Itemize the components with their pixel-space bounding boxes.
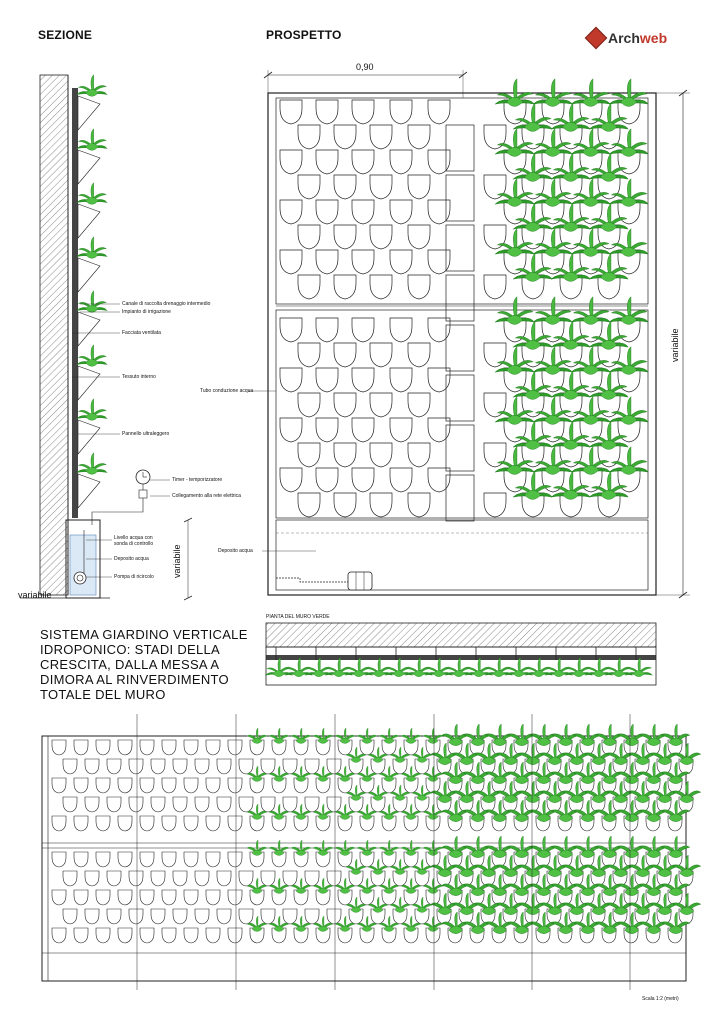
drain-column-segment bbox=[446, 125, 474, 171]
stage-pot bbox=[195, 797, 209, 812]
stage-pot bbox=[140, 852, 154, 867]
elevation-pot bbox=[298, 125, 320, 149]
plan-panel bbox=[266, 655, 656, 660]
stage-pot bbox=[195, 871, 209, 886]
elevation-header: PROSPETTO bbox=[266, 28, 342, 42]
stage-pot bbox=[305, 759, 319, 774]
stage-pot bbox=[85, 909, 99, 924]
elevation-pot bbox=[370, 443, 392, 467]
elevation-pot bbox=[334, 175, 356, 199]
label-canale: Canale di raccolta drenaggio intermedio bbox=[122, 301, 211, 307]
stage-pot bbox=[118, 928, 132, 943]
stage-pot bbox=[206, 740, 220, 755]
elevation-pot bbox=[298, 275, 320, 299]
elevation-pot bbox=[370, 225, 392, 249]
elevation-pot bbox=[316, 200, 338, 224]
stage-pot bbox=[63, 871, 77, 886]
stage-pot bbox=[195, 759, 209, 774]
stage-pot bbox=[184, 740, 198, 755]
elevation-pot bbox=[298, 343, 320, 367]
stage-pot bbox=[52, 852, 66, 867]
stage-pot bbox=[118, 816, 132, 831]
section-plant bbox=[77, 75, 108, 97]
elevation-pot bbox=[408, 225, 430, 249]
stage-pot bbox=[96, 816, 110, 831]
section-pocket bbox=[78, 150, 100, 184]
scale-label: Scala 1:2 (metri) bbox=[642, 996, 679, 1002]
elevation-pot bbox=[352, 318, 374, 342]
stage-pot bbox=[140, 778, 154, 793]
stage-pot bbox=[151, 871, 165, 886]
stage-pot bbox=[206, 928, 220, 943]
label-tessuto: Tessuto interno bbox=[122, 374, 156, 380]
elevation-plant bbox=[495, 297, 534, 325]
elevation-pot bbox=[390, 468, 412, 492]
section-plant bbox=[77, 291, 108, 313]
stage-pot bbox=[52, 928, 66, 943]
elevation-pot bbox=[484, 275, 506, 299]
stage-pot bbox=[162, 778, 176, 793]
stage-pot bbox=[217, 759, 231, 774]
section-plant bbox=[77, 129, 108, 151]
stage-pot bbox=[52, 778, 66, 793]
elevation-pot bbox=[316, 368, 338, 392]
stage-pot bbox=[162, 740, 176, 755]
elevation-pot bbox=[390, 318, 412, 342]
label-timer: Timer - temporizzatore bbox=[172, 477, 223, 483]
elevation-pot bbox=[352, 150, 374, 174]
elevation-pot bbox=[316, 418, 338, 442]
elevation-pot bbox=[428, 368, 450, 392]
stage-pot bbox=[305, 909, 319, 924]
section-plant bbox=[77, 453, 108, 475]
stage-pot bbox=[63, 909, 77, 924]
stage-pot bbox=[217, 871, 231, 886]
elevation-pot bbox=[316, 100, 338, 124]
dim-width-label: 0,90 bbox=[356, 62, 374, 72]
section-pocket bbox=[78, 366, 100, 400]
stage-pot bbox=[129, 871, 143, 886]
stage-pot bbox=[96, 740, 110, 755]
stage-pot bbox=[184, 816, 198, 831]
stage-pot bbox=[52, 890, 66, 905]
section-pocket bbox=[78, 420, 100, 454]
elevation-pot bbox=[280, 200, 302, 224]
elevation-pot bbox=[334, 493, 356, 517]
elevation-pot bbox=[408, 343, 430, 367]
elevation-pot bbox=[280, 100, 302, 124]
elevation-pot bbox=[352, 368, 374, 392]
stage-pot bbox=[129, 797, 143, 812]
stage-pot bbox=[140, 740, 154, 755]
stage-pot bbox=[327, 797, 341, 812]
elevation-pot bbox=[334, 225, 356, 249]
section-panel bbox=[72, 88, 78, 518]
stage-pot bbox=[151, 797, 165, 812]
elevation-pot bbox=[408, 493, 430, 517]
label-pompa: Pompa di ricircolo bbox=[114, 574, 154, 580]
elevation-pot bbox=[298, 443, 320, 467]
stage-pot bbox=[140, 816, 154, 831]
elevation-plant bbox=[571, 297, 610, 325]
section-plant bbox=[77, 183, 108, 205]
stage-pot bbox=[162, 928, 176, 943]
stage-pot bbox=[107, 797, 121, 812]
stage-pot bbox=[63, 797, 77, 812]
plug-icon bbox=[139, 490, 147, 498]
drain-column-segment bbox=[446, 425, 474, 471]
section-header: SEZIONE bbox=[38, 28, 93, 42]
elevation-pot bbox=[280, 318, 302, 342]
stage-pot bbox=[96, 778, 110, 793]
elevation-pot bbox=[370, 175, 392, 199]
elevation-pump bbox=[348, 572, 372, 590]
elevation-plant bbox=[609, 297, 648, 325]
stage-pot bbox=[74, 778, 88, 793]
elevation-pot bbox=[316, 318, 338, 342]
stage-pot bbox=[261, 797, 275, 812]
section-pocket bbox=[78, 96, 100, 130]
section-pocket bbox=[78, 474, 100, 508]
elevation-pot bbox=[334, 343, 356, 367]
section-plant bbox=[77, 237, 108, 259]
dim-base-variable: variabile bbox=[18, 590, 52, 600]
elevation-pot bbox=[428, 150, 450, 174]
drain-column-segment bbox=[446, 175, 474, 221]
stage-pot bbox=[140, 890, 154, 905]
stage-pot bbox=[85, 759, 99, 774]
section-pocket bbox=[78, 312, 100, 346]
stage-pot bbox=[261, 759, 275, 774]
section-plant bbox=[77, 345, 108, 367]
elevation-pot bbox=[390, 250, 412, 274]
stage-pot bbox=[228, 778, 242, 793]
stage-pot bbox=[283, 871, 297, 886]
stage-pot bbox=[118, 890, 132, 905]
stage-pot bbox=[173, 909, 187, 924]
elevation-pot bbox=[390, 418, 412, 442]
stage-pot bbox=[327, 759, 341, 774]
stage-pot bbox=[283, 909, 297, 924]
label-deposito-prospetto: Deposito acqua bbox=[218, 548, 253, 554]
elevation-pot bbox=[298, 175, 320, 199]
label-collegamento: Collegamento alla rete elettrica bbox=[172, 493, 241, 499]
stage-pot bbox=[129, 759, 143, 774]
elevation-pot bbox=[408, 125, 430, 149]
section-plant bbox=[77, 399, 108, 421]
elevation-pot bbox=[334, 275, 356, 299]
section-pump bbox=[74, 572, 86, 584]
stage-pot bbox=[52, 740, 66, 755]
elevation-pot bbox=[390, 100, 412, 124]
dim-tank-variable: variabile bbox=[172, 544, 182, 578]
stage-pot bbox=[74, 740, 88, 755]
stage-pot bbox=[85, 871, 99, 886]
stage-pot bbox=[217, 797, 231, 812]
stage-pot bbox=[206, 890, 220, 905]
elevation-drawing bbox=[248, 70, 690, 598]
elevation-pot bbox=[316, 468, 338, 492]
elevation-pot bbox=[352, 200, 374, 224]
elevation-pot bbox=[428, 200, 450, 224]
drain-column-segment bbox=[446, 475, 474, 521]
stage-pot bbox=[85, 797, 99, 812]
stage-pot bbox=[305, 871, 319, 886]
drain-column-segment bbox=[446, 225, 474, 271]
stage-pot bbox=[261, 909, 275, 924]
stage-pot bbox=[173, 759, 187, 774]
stage-pot bbox=[107, 759, 121, 774]
elevation-pot bbox=[316, 150, 338, 174]
elevation-pot bbox=[334, 443, 356, 467]
label-irrigazione: Impianto di irrigazione bbox=[122, 309, 171, 315]
stage-pot bbox=[228, 890, 242, 905]
stage-pot bbox=[118, 852, 132, 867]
dim-height-label: variabile bbox=[670, 328, 680, 362]
stage-pot bbox=[118, 740, 132, 755]
elevation-pot bbox=[280, 368, 302, 392]
stage-pot bbox=[162, 852, 176, 867]
elevation-pot bbox=[484, 493, 506, 517]
drain-column-segment bbox=[446, 375, 474, 421]
stage-pot bbox=[305, 797, 319, 812]
elevation-pot bbox=[428, 418, 450, 442]
stage-pot bbox=[283, 759, 297, 774]
stage-pot bbox=[206, 816, 220, 831]
stage-pot bbox=[228, 740, 242, 755]
plan-drawing bbox=[265, 623, 656, 685]
label-deposito-sezione: Deposito acqua bbox=[114, 556, 149, 562]
section-pocket bbox=[78, 258, 100, 292]
elevation-pot bbox=[298, 393, 320, 417]
stage-pot bbox=[151, 759, 165, 774]
section-water bbox=[70, 535, 96, 595]
stage-pot bbox=[239, 871, 253, 886]
stage-pot bbox=[184, 928, 198, 943]
plan-title: PIANTA DEL MURO VERDE bbox=[266, 614, 330, 620]
elevation-pot bbox=[280, 150, 302, 174]
elevation-pot bbox=[390, 200, 412, 224]
label-pannello: Pannello ultraleggero bbox=[122, 431, 170, 437]
elevation-pot bbox=[370, 125, 392, 149]
stage-pot bbox=[151, 909, 165, 924]
logo-text-arch: Arch bbox=[608, 30, 640, 46]
stage-pot bbox=[96, 852, 110, 867]
main-title: SISTEMA GIARDINO VERTICALE IDROPONICO: STADI DELLA CRESCITA, DALLA MESSA A DIMORA AL RINVERDIMENTO TOTALE DEL MURO bbox=[40, 627, 248, 702]
stage-pot bbox=[74, 852, 88, 867]
elevation-pot bbox=[298, 493, 320, 517]
elevation-pot bbox=[390, 150, 412, 174]
growth-stages-drawing bbox=[42, 714, 701, 990]
stage-pot bbox=[239, 797, 253, 812]
stage-pot bbox=[327, 909, 341, 924]
section-drawing bbox=[20, 75, 192, 600]
drain-column-segment bbox=[446, 325, 474, 371]
logo-text-web: web bbox=[639, 30, 668, 46]
elevation-pot bbox=[390, 368, 412, 392]
elevation-pot bbox=[352, 250, 374, 274]
stage-pot bbox=[206, 778, 220, 793]
elevation-pot bbox=[352, 418, 374, 442]
stage-pot bbox=[52, 816, 66, 831]
stage-pot bbox=[239, 759, 253, 774]
stage-pot bbox=[63, 759, 77, 774]
section-wall bbox=[40, 75, 68, 595]
stage-pot bbox=[217, 909, 231, 924]
elevation-pot bbox=[334, 393, 356, 417]
stage-pot bbox=[184, 778, 198, 793]
elevation-pot bbox=[408, 275, 430, 299]
stage-pot bbox=[74, 816, 88, 831]
elevation-pot bbox=[280, 468, 302, 492]
elevation-pot bbox=[428, 250, 450, 274]
elevation-pot bbox=[428, 468, 450, 492]
stage-pot bbox=[96, 928, 110, 943]
stage-pot bbox=[239, 909, 253, 924]
elevation-pot bbox=[298, 225, 320, 249]
stage-pot bbox=[173, 797, 187, 812]
elevation-pot bbox=[408, 175, 430, 199]
stage-pot bbox=[184, 890, 198, 905]
stage-pot bbox=[228, 928, 242, 943]
elevation-pot bbox=[352, 468, 374, 492]
stage-pot bbox=[140, 928, 154, 943]
elevation-pot bbox=[370, 275, 392, 299]
label-facciata: Facciata ventilata bbox=[122, 330, 161, 336]
stage-pot bbox=[107, 909, 121, 924]
drain-column-segment bbox=[446, 275, 474, 321]
stage-pot bbox=[96, 890, 110, 905]
plan-wall bbox=[266, 623, 656, 647]
stage-pot bbox=[283, 797, 297, 812]
elevation-plant bbox=[533, 297, 572, 325]
stage-pot bbox=[327, 871, 341, 886]
elevation-pot bbox=[334, 125, 356, 149]
stage-pot bbox=[195, 909, 209, 924]
stage-pot bbox=[74, 928, 88, 943]
stage-pot bbox=[184, 852, 198, 867]
elevation-pot bbox=[280, 250, 302, 274]
elevation-pot bbox=[428, 100, 450, 124]
elevation-pot bbox=[370, 393, 392, 417]
elevation-pot bbox=[408, 443, 430, 467]
stage-pot bbox=[261, 871, 275, 886]
stage-pot bbox=[162, 816, 176, 831]
stage-pot bbox=[228, 852, 242, 867]
elevation-tank bbox=[276, 520, 648, 590]
elevation-pot bbox=[280, 418, 302, 442]
stage-pot bbox=[107, 871, 121, 886]
elevation-pot bbox=[352, 100, 374, 124]
label-livello: Livello acqua con sonda di controllo bbox=[114, 535, 154, 547]
elevation-pot bbox=[408, 393, 430, 417]
stage-pot bbox=[228, 816, 242, 831]
stage-pot bbox=[118, 778, 132, 793]
stage-pot bbox=[206, 852, 220, 867]
elevation-pot bbox=[370, 493, 392, 517]
stage-pot bbox=[129, 909, 143, 924]
stage-pot bbox=[173, 871, 187, 886]
elevation-pot bbox=[370, 343, 392, 367]
stage-pot bbox=[162, 890, 176, 905]
elevation-pot bbox=[316, 250, 338, 274]
label-tubo: Tubo conduzione acqua bbox=[200, 388, 254, 394]
stage-pot bbox=[74, 890, 88, 905]
elevation-pot bbox=[428, 318, 450, 342]
section-pocket bbox=[78, 204, 100, 238]
